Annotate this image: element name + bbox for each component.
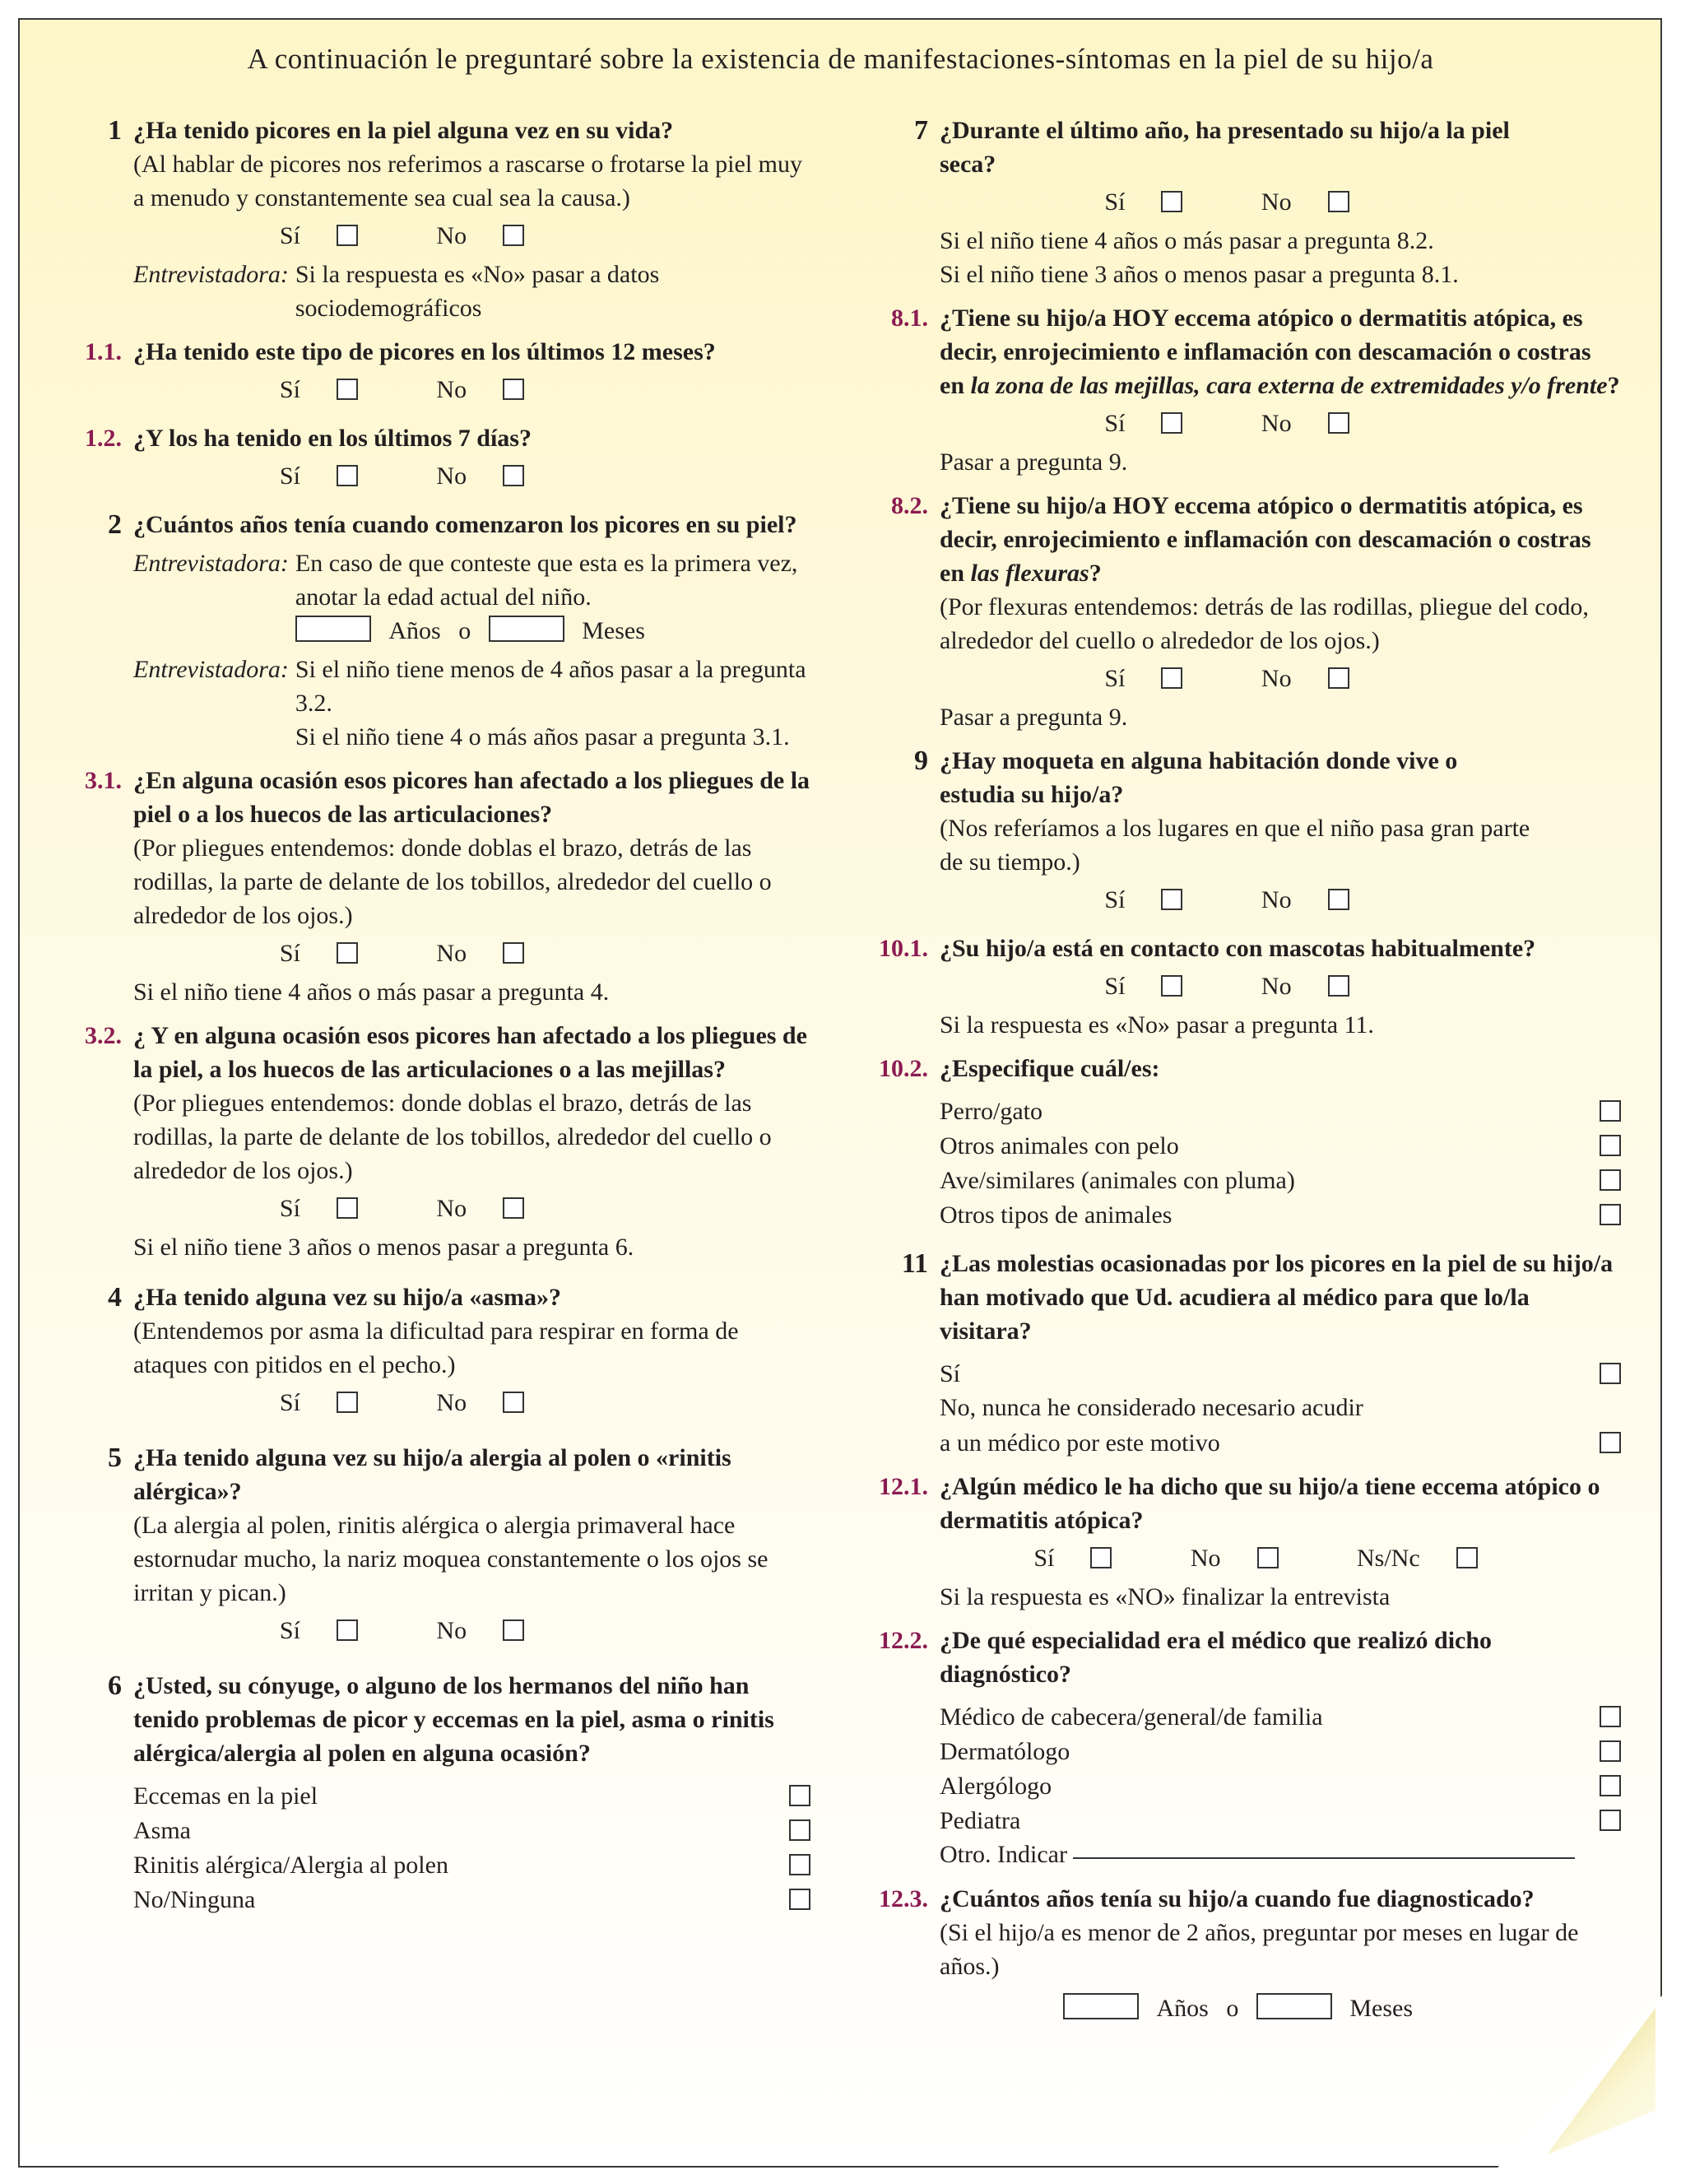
option-checkbox[interactable] xyxy=(789,1889,810,1910)
yes-checkbox[interactable] xyxy=(337,1619,358,1641)
yes-checkbox[interactable] xyxy=(337,942,358,964)
question-note: (Entendemos por asma la dificultad para respirar en forma de ataques con pitidos en el pecho.) xyxy=(133,1317,739,1378)
option-checkbox[interactable] xyxy=(1600,1169,1621,1191)
question-text: ¿Ha tenido alguna vez su hijo/a «asma»? xyxy=(133,1284,562,1311)
skip-instruction: Si el niño tiene 3 años o menos pasar a pregunta 8.1. xyxy=(940,261,1459,288)
question-4 xyxy=(66,1280,810,1424)
question-note: (Nos referíamos a los lugares en que el niño pasa gran parte de su tiempo.) xyxy=(940,815,1530,876)
years-input[interactable] xyxy=(1063,1993,1139,2019)
question-5 xyxy=(66,1441,810,1652)
question-text: ¿Tiene su hijo/a HOY eccema atópico o dermatitis atópica, es decir, enrojecimiento e inflamación con descamación o costras en la zona de las mejillas, cara externa de extremidades y/o frente? xyxy=(940,304,1620,399)
option-checkbox[interactable] xyxy=(1600,1204,1621,1225)
skip-instruction: Si el niño tiene 4 años o más pasar a pregunta 4. xyxy=(133,978,610,1006)
question-text: ¿Especifique cuál/es: xyxy=(940,1055,1160,1082)
question-text: ¿Algún médico le ha dicho que su hijo/a tiene eccema atópico o dermatitis atópica? xyxy=(940,1473,1600,1534)
skip-instruction: Pasar a pregunta 9. xyxy=(940,448,1128,476)
left-column xyxy=(66,107,810,1917)
question-number: 10.1. xyxy=(879,935,928,962)
question-9 xyxy=(872,744,1621,922)
interviewer-note: Entrevistadora: Si la respuesta es «No» pasar a datos sociodemográficos xyxy=(133,261,660,322)
yes-no-options: Sí No xyxy=(833,181,1621,224)
option-label: No, nunca he considerado necesario acudir xyxy=(940,1394,1363,1421)
interviewer-note: Entrevistadora: En caso de que conteste que esta es la primera vez, anotar la edad actual del niño. Años o Meses xyxy=(133,550,798,644)
yes-checkbox[interactable] xyxy=(337,225,358,246)
question-text: ¿Ha tenido picores en la piel alguna vez en su vida? xyxy=(133,117,674,144)
yes-checkbox[interactable] xyxy=(1161,667,1182,689)
option-row[interactable]: Ave/similares (animales con pluma) xyxy=(940,1163,1621,1197)
months-input[interactable] xyxy=(489,616,564,642)
question-1 xyxy=(66,114,810,325)
page-header: A continuación le preguntaré sobre la existencia de manifestaciones-síntomas en la piel de su hijo/a xyxy=(247,43,1434,75)
yes-no-options: Sí No xyxy=(833,965,1621,1008)
nsnc-checkbox[interactable] xyxy=(1456,1547,1478,1568)
question-12-3 xyxy=(872,1882,1621,2025)
question-text: ¿Cuántos años tenía cuando comenzaron los picores en su piel? xyxy=(133,511,797,538)
yes-checkbox[interactable] xyxy=(1161,975,1182,997)
other-specialty-row: Otro. Indicar xyxy=(940,1838,1621,1872)
option-checkbox[interactable] xyxy=(1600,1775,1621,1796)
option-checkbox[interactable] xyxy=(1600,1432,1621,1453)
question-10-1 xyxy=(872,932,1621,1042)
question-note: (La alergia al polen, rinitis alérgica o alergia primaveral hace estornudar mucho, la nariz moquea constantemente o los ojos se irritan y pican.) xyxy=(133,1512,769,1606)
option-row[interactable]: Pediatra xyxy=(940,1803,1621,1838)
no-checkbox[interactable] xyxy=(1328,667,1349,689)
yes-no-options: Sí No xyxy=(833,879,1621,922)
question-number: 9 xyxy=(914,746,928,776)
question-number: 1.1. xyxy=(85,338,122,365)
question-note: (Al hablar de picores nos referimos a rascarse o frotarse la piel muy a menudo y constantemente sea cual sea la causa.) xyxy=(133,151,803,211)
yes-no-options: Sí No xyxy=(0,369,810,411)
question-number: 3.1. xyxy=(85,767,122,794)
option-checkbox[interactable] xyxy=(1600,1740,1621,1762)
question-number: 7 xyxy=(914,115,928,146)
question-text: ¿Y los ha tenido en los últimos 7 días? xyxy=(133,425,532,452)
option-checkbox[interactable] xyxy=(789,1785,810,1806)
skip-instruction: Si la respuesta es «NO» finalizar la entrevista xyxy=(940,1583,1391,1610)
question-11 xyxy=(872,1247,1621,1460)
question-8-2 xyxy=(872,489,1621,734)
question-text: ¿Cuántos años tenía su hijo/a cuando fue diagnosticado? xyxy=(940,1885,1535,1912)
question-1-2 xyxy=(66,421,810,498)
question-12-1 xyxy=(872,1470,1621,1614)
question-note: (Por pliegues entendemos: donde doblas el brazo, detrás de las rodillas, la parte de delante de los tobillos, alrededor del cuello o alrededor de los ojos.) xyxy=(133,1090,772,1184)
question-6 xyxy=(66,1669,810,1917)
option-row[interactable]: Eccemas en la piel xyxy=(133,1778,810,1813)
question-3-1 xyxy=(66,764,810,1009)
question-number: 4 xyxy=(108,1282,122,1313)
no-checkbox[interactable] xyxy=(503,1197,524,1219)
yes-checkbox[interactable] xyxy=(1161,412,1182,434)
right-column xyxy=(872,107,1621,2025)
question-text: ¿En alguna ocasión esos picores han afectado a los pliegues de la piel o a los huecos de las articulaciones? xyxy=(133,767,810,828)
question-text: ¿Ha tenido este tipo de picores en los últimos 12 meses? xyxy=(133,338,716,365)
other-specialty-input[interactable] xyxy=(1073,1838,1575,1859)
question-12-2 xyxy=(872,1624,1621,1872)
no-checkbox[interactable] xyxy=(503,379,524,400)
question-text: ¿ Y en alguna ocasión esos picores han afectado a los pliegues de la piel, a los huecos de las articulaciones o a las mejillas? xyxy=(133,1022,807,1083)
option-row[interactable]: a un médico por este motivo xyxy=(940,1425,1621,1460)
question-number: 12.1. xyxy=(879,1473,928,1500)
question-number: 3.2. xyxy=(85,1022,122,1049)
yes-no-options: Sí No xyxy=(0,455,810,498)
question-number: 1 xyxy=(108,115,122,146)
question-number: 6 xyxy=(108,1671,122,1701)
option-row[interactable]: Asma xyxy=(133,1813,810,1847)
option-row[interactable]: Rinitis alérgica/Alergia al polen xyxy=(133,1847,810,1882)
no-checkbox[interactable] xyxy=(503,942,524,964)
question-number: 8.1. xyxy=(891,304,928,332)
option-checkbox[interactable] xyxy=(1600,1135,1621,1156)
years-input[interactable] xyxy=(295,616,371,642)
no-checkbox[interactable] xyxy=(1328,412,1349,434)
question-number: 2 xyxy=(108,509,122,540)
question-8-1 xyxy=(872,301,1621,479)
yes-no-options: Sí No xyxy=(833,402,1621,445)
option-row[interactable]: Dermatólogo xyxy=(940,1734,1621,1768)
yes-no-options: Sí No xyxy=(0,215,810,258)
option-checkbox[interactable] xyxy=(789,1854,810,1875)
question-number: 11 xyxy=(901,1248,928,1279)
months-input[interactable] xyxy=(1256,1993,1332,2019)
yes-checkbox[interactable] xyxy=(337,379,358,400)
yes-checkbox[interactable] xyxy=(337,1197,358,1219)
question-note: (Por flexuras entendemos: detrás de las rodillas, pliegue del codo, alrededor del cuello o alrededor de los ojos.) xyxy=(940,593,1589,654)
option-row[interactable]: Otros animales con pelo xyxy=(940,1128,1621,1163)
yes-no-options: Sí No xyxy=(0,1382,810,1424)
yes-no-options: Sí No xyxy=(0,1610,810,1652)
question-number: 12.3. xyxy=(879,1885,928,1912)
question-7 xyxy=(872,114,1621,291)
no-checkbox[interactable] xyxy=(503,1619,524,1641)
skip-instruction: Si el niño tiene 4 años o más pasar a pregunta 8.2. xyxy=(940,227,1434,254)
question-note: (Por pliegues entendemos: donde doblas el brazo, detrás de las rodillas, la parte de delante de los tobillos, alrededor del cuello o alrededor de los ojos.) xyxy=(133,834,772,929)
yes-checkbox[interactable] xyxy=(1161,889,1182,910)
question-2 xyxy=(66,508,810,754)
yes-checkbox[interactable] xyxy=(1161,191,1182,212)
option-checkbox[interactable] xyxy=(1600,1100,1621,1122)
yes-no-options: Sí No xyxy=(0,932,810,975)
option-row[interactable]: No/Ninguna xyxy=(133,1882,810,1917)
question-text: ¿Hay moqueta en alguna habitación donde vive o estudia su hijo/a? xyxy=(940,747,1458,808)
question-text: ¿De qué especialidad era el médico que realizó dicho diagnóstico? xyxy=(940,1627,1493,1688)
no-checkbox[interactable] xyxy=(1328,889,1349,910)
question-note: (Si el hijo/a es menor de 2 años, preguntar por meses en lugar de años.) xyxy=(940,1919,1579,1980)
option-row[interactable]: Médico de cabecera/general/de familia xyxy=(940,1699,1621,1734)
yes-no-nsnc-options: Sí No Ns/Nc xyxy=(890,1537,1621,1580)
question-10-2 xyxy=(872,1052,1621,1232)
no-checkbox[interactable] xyxy=(1257,1547,1279,1568)
yes-checkbox[interactable] xyxy=(1090,1547,1112,1568)
age-inputs: Años o Meses xyxy=(940,1991,1621,2025)
no-checkbox[interactable] xyxy=(1328,191,1349,212)
yes-checkbox[interactable] xyxy=(337,1392,358,1413)
no-checkbox[interactable] xyxy=(1328,975,1349,997)
question-text: ¿Las molestias ocasionadas por los picores en la piel de su hijo/a han motivado que Ud. acudiera al médico para que lo/la visitara? xyxy=(940,1250,1614,1345)
option-row[interactable]: Perro/gato xyxy=(940,1094,1621,1128)
question-text: ¿Ha tenido alguna vez su hijo/a alergia al polen o «rinitis alérgica»? xyxy=(133,1444,731,1505)
question-text: ¿Durante el último año, ha presentado su hijo/a la piel seca? xyxy=(940,117,1510,178)
question-text: ¿Usted, su cónyuge, o alguno de los hermanos del niño han tenido problemas de picor y eccemas en la piel, asma o rinitis alérgica/alergia al polen en alguna ocasión? xyxy=(133,1672,774,1767)
option-row[interactable]: Alergólogo xyxy=(940,1768,1621,1803)
option-row[interactable]: Otros tipos de animales xyxy=(940,1197,1621,1232)
question-text: ¿Tiene su hijo/a HOY eccema atópico o dermatitis atópica, es decir, enrojecimiento e inflamación con descamación o costras en las flexuras? xyxy=(940,492,1591,587)
interviewer-note: Entrevistadora: Si el niño tiene menos de 4 años pasar a la pregunta 3.2. Si el niño tiene 4 o más años pasar a pregunta 3.1. xyxy=(133,656,806,750)
option-checkbox[interactable] xyxy=(789,1819,810,1841)
question-number: 12.2. xyxy=(879,1627,928,1654)
yes-no-options: Sí No xyxy=(833,658,1621,700)
question-3-2 xyxy=(66,1019,810,1264)
question-number: 10.2. xyxy=(879,1055,928,1082)
question-1-1 xyxy=(66,335,810,411)
yes-checkbox[interactable] xyxy=(337,465,358,486)
option-checkbox[interactable] xyxy=(1600,1810,1621,1831)
yes-no-options: Sí No xyxy=(0,1187,810,1230)
no-checkbox[interactable] xyxy=(503,465,524,486)
option-checkbox[interactable] xyxy=(1600,1363,1621,1384)
skip-instruction: Si el niño tiene 3 años o menos pasar a pregunta 6. xyxy=(133,1234,634,1261)
no-checkbox[interactable] xyxy=(503,1392,524,1413)
no-checkbox[interactable] xyxy=(503,225,524,246)
question-number: 8.2. xyxy=(891,492,928,519)
option-row[interactable]: Sí xyxy=(940,1356,1621,1391)
question-number: 1.2. xyxy=(85,425,122,452)
skip-instruction: Si la respuesta es «No» pasar a pregunta 11. xyxy=(940,1011,1374,1039)
skip-instruction: Pasar a pregunta 9. xyxy=(940,704,1128,731)
question-number: 5 xyxy=(108,1443,122,1473)
option-checkbox[interactable] xyxy=(1600,1706,1621,1727)
question-text: ¿Su hijo/a está en contacto con mascotas habitualmente? xyxy=(940,935,1536,962)
